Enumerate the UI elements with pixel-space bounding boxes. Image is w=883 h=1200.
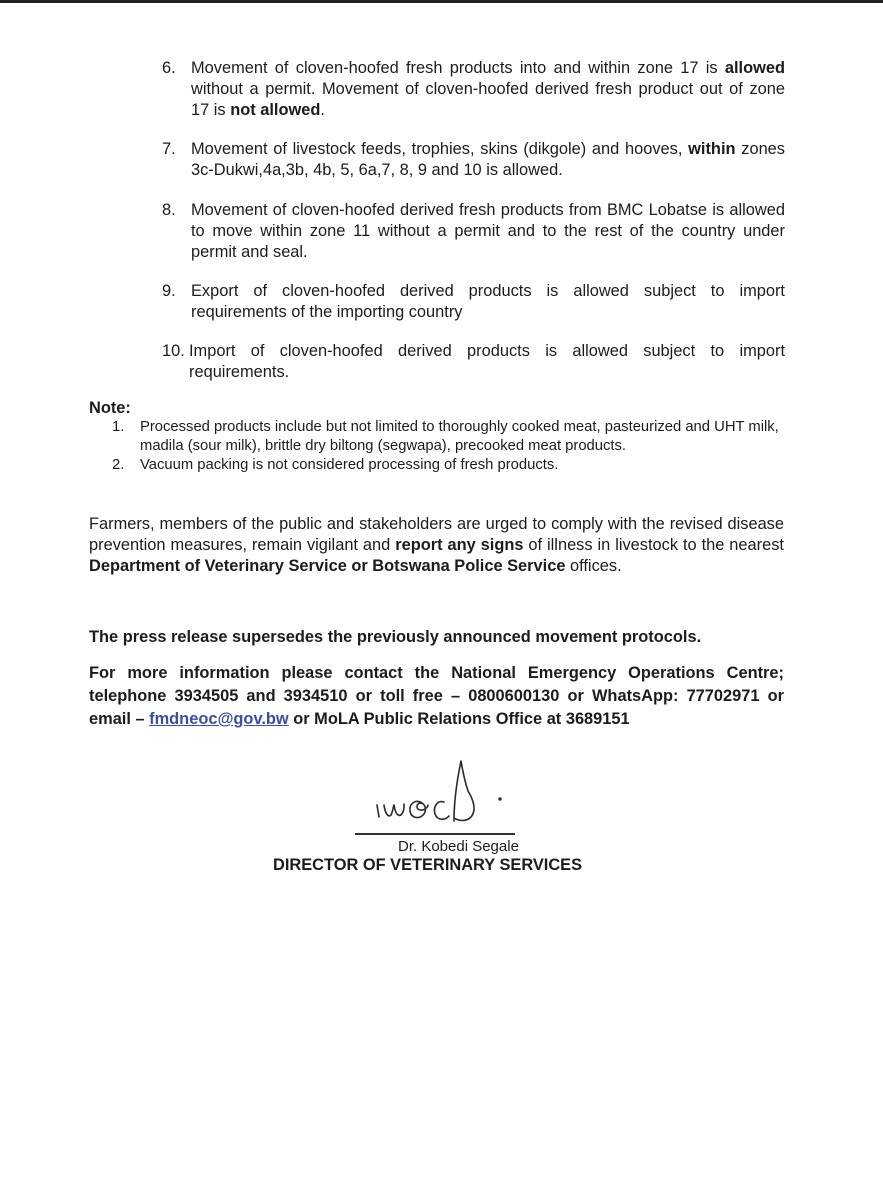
contact-paragraph: For more information please contact the National Emergency Operations Centre; telephone 3934505 and 3934510 or toll free – 0800600130 or WhatsApp: 77702971 or email – fmdneoc@gov.bw or MoLA Public Relations Office at 3689151	[89, 664, 784, 728]
item-text: Movement of livestock feeds, trophies, skins (dikgole) and hooves, within zones 3c-Dukwi,4a,3b, 4b, 5, 6a,7, 8, 9 and 10 is allowed.	[191, 140, 785, 179]
measures-list	[162, 58, 785, 401]
item-text: Import of cloven-hoofed derived products is allowed subject to import requirements.	[189, 342, 785, 381]
list-item	[162, 341, 785, 383]
item-text: Export of cloven-hoofed derived products is allowed subject to import requirements of the importing country	[191, 282, 785, 321]
item-number: 10.	[162, 342, 185, 360]
note-number: 2.	[112, 457, 125, 473]
item-text: Movement of cloven-hoofed fresh products into and within zone 17 is allowed without a permit. Movement of cloven-hoofed derived fresh product out of zone 17 is not allowed.	[191, 59, 785, 119]
note-item	[112, 456, 787, 475]
list-item	[162, 139, 785, 181]
signer-title: DIRECTOR OF VETERINARY SERVICES	[273, 856, 583, 874]
list-item	[162, 281, 785, 323]
note-heading: Note:	[89, 399, 131, 417]
item-text: Movement of cloven-hoofed derived fresh products from BMC Lobatse is allowed to move within zone 11 without a permit and to the rest of the country under permit and seal.	[191, 201, 785, 261]
note-text: Vacuum packing is not considered processing of fresh products.	[140, 457, 559, 473]
note-list	[112, 418, 787, 475]
signer-name: Dr. Kobedi Segale	[398, 838, 519, 855]
list-item	[162, 200, 785, 263]
email-link[interactable]: fmdneoc@gov.bw	[149, 710, 289, 728]
note-item	[112, 418, 787, 456]
note-text: Processed products include but not limited to thoroughly cooked meat, pasteurized and UHT milk, madila (sour milk), brittle dry biltong (segwapa), precooked meat products.	[140, 419, 779, 454]
public-appeal-paragraph: Farmers, members of the public and stakeholders are urged to comply with the revised disease prevention measures, remain vigilant and report any signs of illness in livestock to the nearest Department of Veterinary Service or Botswana Police Service offices.	[89, 515, 784, 575]
handwritten-signature	[350, 755, 520, 835]
item-number: 8.	[162, 201, 176, 219]
signature-line	[355, 833, 515, 835]
note-number: 1.	[112, 419, 125, 435]
supersedes-statement: The press release supersedes the previously announced movement protocols.	[89, 628, 702, 646]
item-number: 9.	[162, 282, 176, 300]
list-item	[162, 58, 785, 121]
item-number: 6.	[162, 59, 176, 77]
item-number: 7.	[162, 140, 176, 158]
